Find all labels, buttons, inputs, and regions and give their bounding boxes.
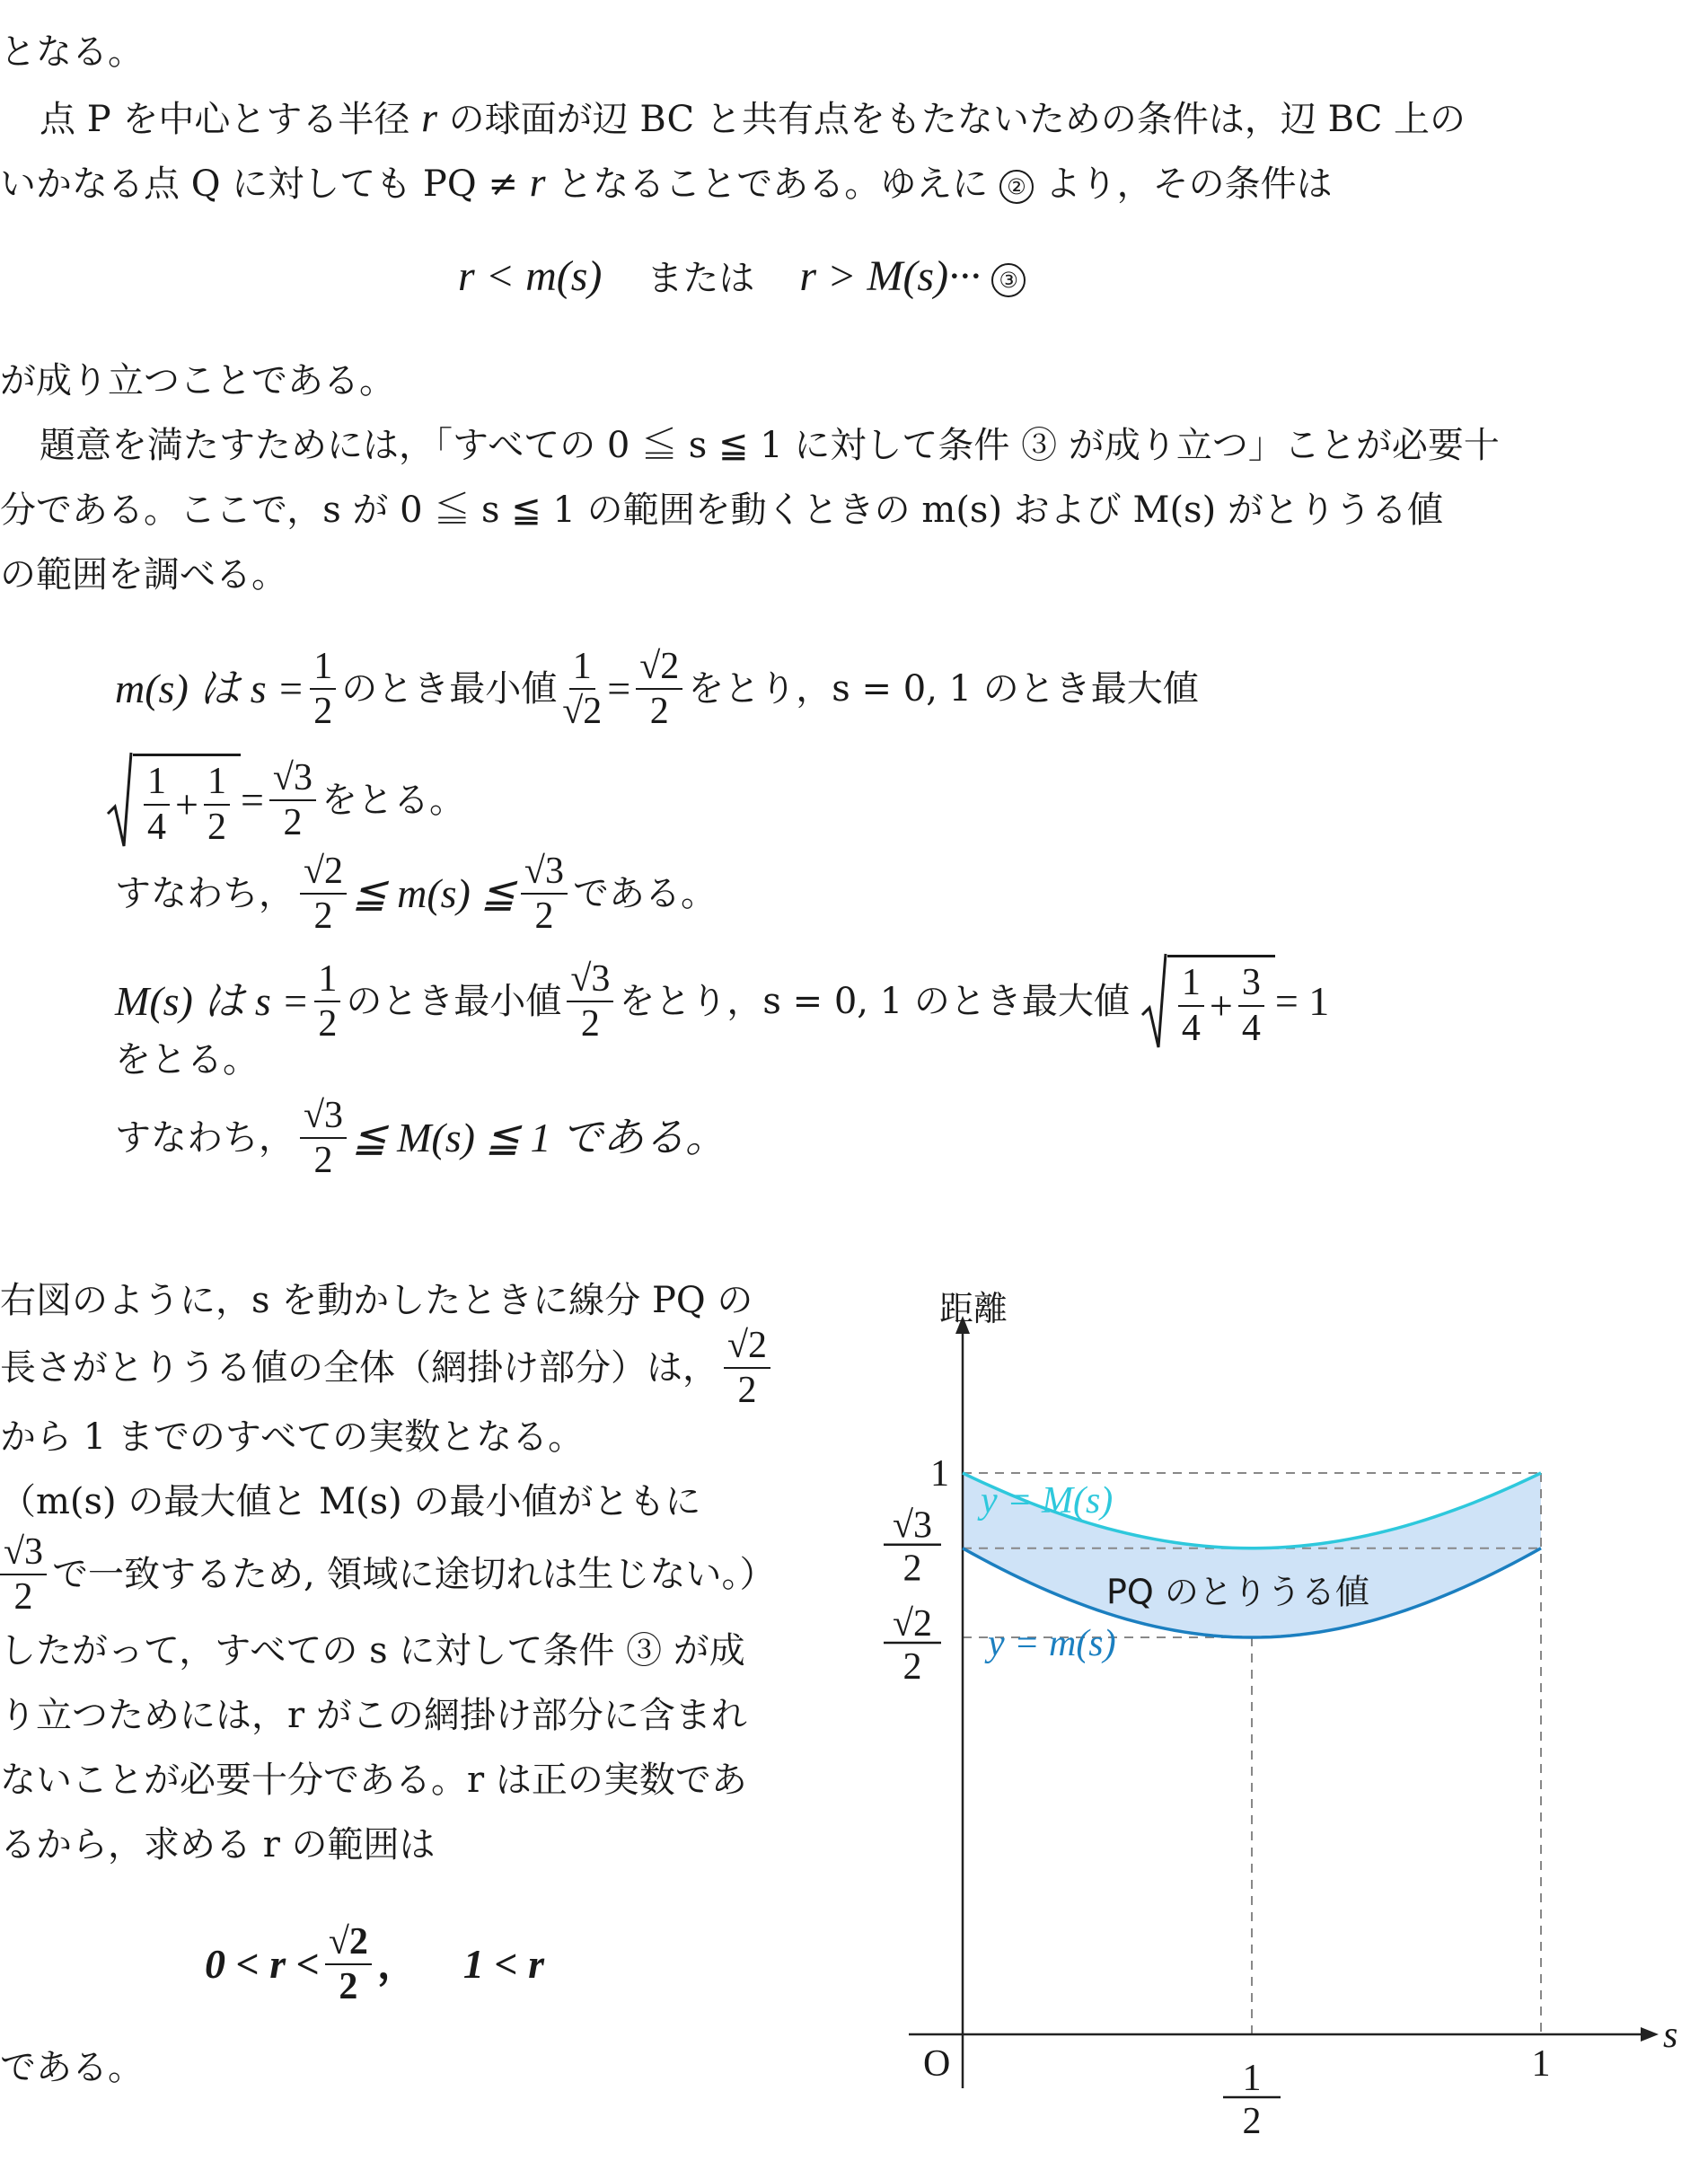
y-tick-sqrt2-2-den: 2	[902, 1646, 922, 1689]
line-6: 分である。ここで，s が 0 ≦ s ≦ 1 の範囲を動くときの m(s) および M(s) がとりうる値	[0, 490, 1443, 531]
line-3: いかなる点 Q に対しても PQ ≠ r となることである。ゆえに ② より，その条件は	[0, 159, 1333, 205]
line-last: である。	[0, 2047, 144, 2088]
m-line-3: すなわち， $\frac{√2}{2}$ ≦ m(s) ≦ $\frac{√3}{2}$ である。	[115, 851, 717, 938]
answer: 0 < r < $\frac{√2}{2}$ ， 1 < r	[205, 1921, 545, 2008]
fill-label: PQ のとりうる値	[1106, 1572, 1369, 1612]
distance-chart	[862, 1248, 1678, 2142]
line-7: の範囲を調べる。	[0, 554, 287, 595]
x-axis-label: s	[1663, 2015, 1678, 2056]
para-line-3: から 1 までのすべての実数となる。	[0, 1416, 585, 1458]
para-line-2: 長さがとりうる値の全体（網掛け部分）は， $\frac{√2}{2}$	[0, 1326, 776, 1410]
x-axis-arrow	[1641, 2027, 1659, 2042]
series-M-label: y = M(s)	[981, 1480, 1114, 1522]
x-tick-1: 1	[1531, 2043, 1551, 2085]
m-line-2: $\frac{1}{4}$ + $\frac{1}{2}$ = $\frac{√3}{2}$ をとる。	[106, 751, 465, 850]
circled-3: ③	[991, 263, 1026, 297]
y-tick-1: 1	[930, 1453, 949, 1495]
line-4: が成り立つことである。	[0, 360, 395, 401]
para-line-1: 右図のように，s を動かしたときに線分 PQ の	[0, 1280, 753, 1321]
M-line-1: M(s) は s = $\frac{1}{2}$ のとき最小値 $\frac{√3}{2}$ をとり，s = 0, 1 のとき最大値 $\frac{1}{4}$ + $\frac{3}{4}$ = 1	[115, 952, 1329, 1051]
line-1: となる。	[0, 31, 144, 73]
y-axis-label: 距離	[939, 1289, 1008, 1328]
M-line-3: すなわち， $\frac{√3}{2}$ ≦ M(s) ≦ 1 である。	[115, 1095, 727, 1182]
line-2: 点 P を中心とする半径 r の球面が辺 BC と共有点をもたないための条件は，辺 BC 上の	[40, 94, 1466, 140]
circled-2: ②	[999, 170, 1034, 204]
line-5: 題意を満たすためには，「すべての 0 ≦ s ≦ 1 に対して条件 ③ が成り立つ」ことが必要十	[40, 425, 1500, 466]
para-line-6: したがって，すべての s に対して条件 ③ が成	[0, 1630, 745, 1671]
series-m-label: y = m(s)	[988, 1623, 1116, 1665]
para-line-8: ないことが必要十分である。r は正の実数であ	[0, 1760, 747, 1801]
x-tick-half-den: 2	[1242, 2101, 1262, 2142]
m-line-1: m(s) は s = $\frac{1}{2}$ のとき最小値 $\frac{1}{√2}$ = $\frac{√2}{2}$ をとり，s = 0, 1 のとき最大値	[115, 646, 1199, 733]
para-line-9: るから，求める r の範囲は	[0, 1824, 436, 1866]
para-line-4: （m(s) の最大値と M(s) の最小値がともに	[0, 1481, 701, 1522]
origin-label: O	[923, 2043, 951, 2085]
para-line-7: り立つためには，r がこの網掛け部分に含まれ	[0, 1695, 747, 1736]
x-tick-half-num: 1	[1242, 2058, 1262, 2099]
y-tick-sqrt2-2-num: √2	[892, 1603, 933, 1645]
y-tick-sqrt3-2-num: √3	[892, 1504, 933, 1547]
M-line-2: をとる。	[115, 1039, 259, 1080]
para-line-5: $\frac{√3}{2}$ で一致するため, 領域に途切れは生じない。）	[0, 1532, 776, 1617]
y-tick-sqrt3-2-den: 2	[902, 1548, 922, 1590]
equation-3: r < m(s) または r > M(s)··· ③	[458, 255, 1026, 298]
